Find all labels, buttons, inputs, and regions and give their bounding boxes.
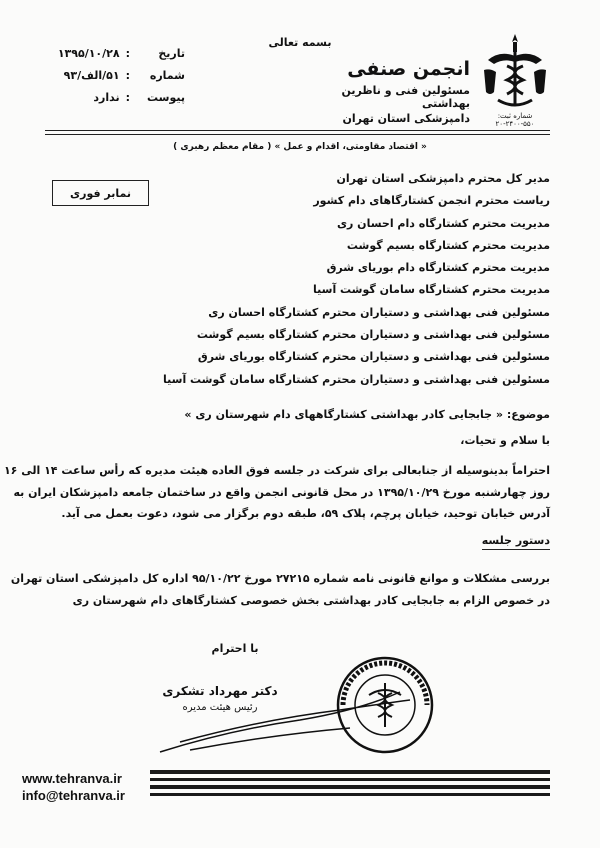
recipient-item: مسئولین فنی بهداشتی و دستیاران محترم کشتارگاه احسان ری xyxy=(208,305,550,319)
attachment-label: پیوست xyxy=(147,90,185,104)
website-link[interactable]: www.tehranva.ir xyxy=(22,771,122,786)
number-value: ۵۱/الف/۹۳ xyxy=(63,68,120,82)
signer-role: رئیس هیئت مدیره xyxy=(182,702,258,713)
footer-decoration xyxy=(150,770,550,800)
recipient-item: مدیریت محترم کشتارگاه بسیم گوشت xyxy=(346,238,550,252)
official-stamp-icon xyxy=(335,655,435,755)
footer-contact xyxy=(22,770,152,804)
number-row xyxy=(45,64,185,86)
signer-block xyxy=(150,684,290,713)
association-name: انجمن صنفی xyxy=(347,58,470,80)
recipient-item: مسئولین فنی بهداشتی و دستیاران محترم کشتارگاه سامان گوشت آسیا xyxy=(163,372,550,386)
agenda-title xyxy=(460,534,550,547)
recipient-item: مسئولین فنی بهداشتی و دستیاران محترم کشتارگاه بسیم گوشت xyxy=(196,328,550,342)
email-link[interactable]: info@tehranva.ir xyxy=(22,788,125,803)
body-line: آدرس خیابان توحید، خیابان پرچم، پلاک ۵۹، طبقه دوم برگزار می شود، دعوت بعمل می آید. xyxy=(61,507,550,520)
recipient-item: مدیریت محترم کشتارگاه دام بوریای شرق xyxy=(326,261,550,275)
colon: : xyxy=(125,68,130,82)
association-header xyxy=(310,58,470,125)
closing: با احترام xyxy=(211,642,259,655)
colon: : xyxy=(125,46,130,60)
date-value: ۱۳۹۵/۱۰/۲۸ xyxy=(57,46,120,60)
agenda-title-text: دستور جلسه xyxy=(482,534,550,550)
body-line: روز چهارشنبه مورخ ۱۳۹۵/۱۰/۲۹ در محل قانونی انجمن واقع در ساختمان جامعه دامپزشکان ایران به xyxy=(13,485,550,499)
date-label: تاریخ xyxy=(158,46,185,60)
association-subtitle-2: دامپزشکی استان تهران xyxy=(342,112,470,125)
body-line: احتراماً بدینوسیله از جنابعالی برای شرکت در جلسه فوق العاده هیئت مدیره که رأس ساعت ۱۴ الی ۱۶ xyxy=(3,464,550,477)
agenda-body xyxy=(10,568,550,611)
recipient-item: مدیر کل محترم دامپزشکی استان تهران xyxy=(336,172,550,185)
header-divider xyxy=(45,130,550,131)
attachment-value: ندارد xyxy=(93,90,120,104)
motto: « اقتصاد مقاومتی، اقدام و عمل » ( مقام معظم رهبری ) xyxy=(173,142,427,152)
letter-meta xyxy=(45,42,185,108)
number-label: شماره xyxy=(149,68,185,82)
recipient-item: مدیریت محترم کشتارگاه سامان گوشت آسیا xyxy=(313,283,550,297)
greeting: با سلام و تحیات، xyxy=(460,434,550,447)
agenda-line: در خصوص الزام به جابجایی کادر بهداشتی بخش خصوصی کشتارگاهای دام شهرستان ری xyxy=(72,593,550,607)
recipient-list xyxy=(160,168,550,391)
invocation: بسمه تعالی xyxy=(268,36,332,49)
date-row xyxy=(45,42,185,64)
attachment-row xyxy=(45,86,185,108)
letter-body xyxy=(3,460,550,525)
caduceus-crown-logo-icon xyxy=(480,30,550,110)
colon: : xyxy=(125,90,130,104)
header-divider-thin xyxy=(45,134,550,135)
registration-number: شماره ثبت: ۵۵۰-۲۴۰۰-۲۰ xyxy=(495,112,535,128)
association-subtitle-1: مسئولین فنی و ناظرین بهداشتی xyxy=(341,84,470,110)
recipient-item: مسئولین فنی بهداشتی و دستیاران محترم کشتارگاه بوریای شرق xyxy=(197,350,550,364)
agenda-line: بررسی مشکلات و موانع قانونی نامه شماره ۲۷۲۱۵ مورخ ۹۵/۱۰/۲۲ اداره کل دامپزشکی استان تهران xyxy=(10,572,550,585)
recipient-item: مدیریت محترم کشتارگاه دام احسان ری xyxy=(336,216,550,230)
urgent-fax-badge: نمابر فوری xyxy=(52,180,149,206)
recipient-item: ریاست محترم انجمن کشتارگاهای دام کشور xyxy=(313,194,550,208)
signer-name: دکتر مهرداد تشکری xyxy=(162,684,278,698)
letter-subject: موضوع: « جابجایی کادر بهداشتی کشتارگاههای دام شهرستان ری » xyxy=(184,408,550,421)
